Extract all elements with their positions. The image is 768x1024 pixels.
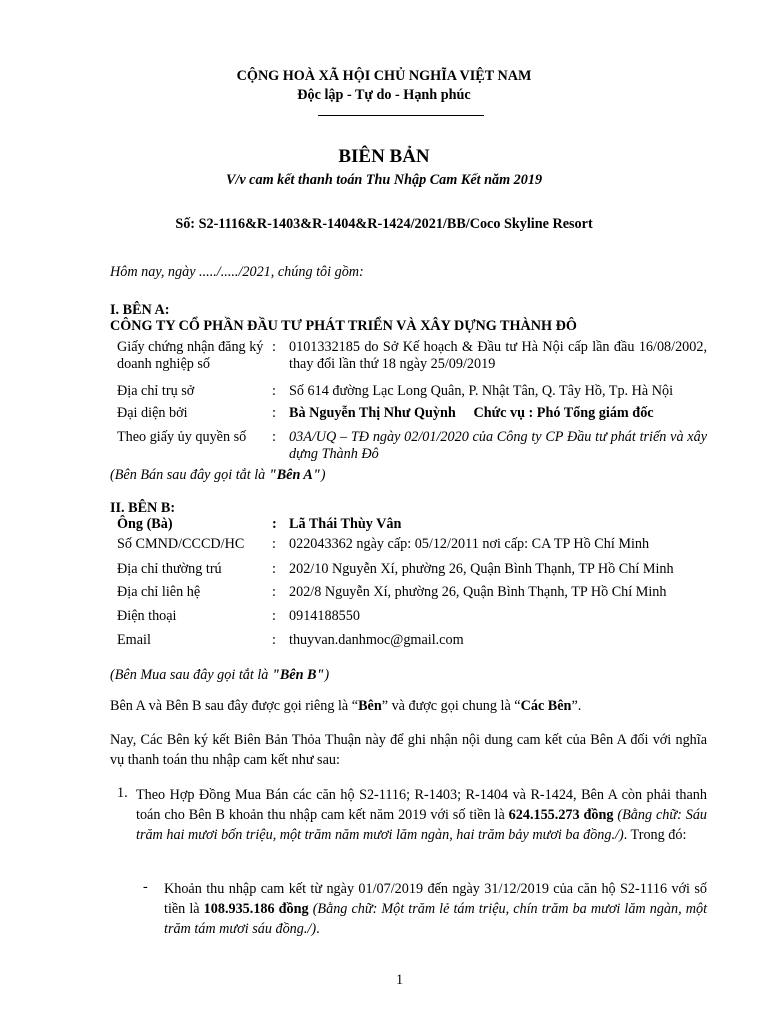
party-b-name-value: Lã Thái Thùy Vân xyxy=(289,516,402,532)
party-b-contact-address-label: Địa chỉ liên hệ xyxy=(117,584,201,600)
party-a-reg-value: 0101332185 do Sở Kế hoạch & Đầu tư Hà Nội cấp lần đầu 16/08/2002, thay đổi lần thứ 18 ngày 25/09/2019 xyxy=(289,339,707,372)
party-a-rep-value: Bà Nguyễn Thị Như Quỳnh Chức vụ : Phó Tổng giám đốc xyxy=(289,405,654,421)
agreement-paragraph: Nay, Các Bên ký kết Biên Bản Thỏa Thuận này để ghi nhận nội dung cam kết của Bên A đối với nghĩa vụ thanh toán thu nhập cam kết như sau: xyxy=(110,732,707,768)
party-a-heading: I. BÊN A: xyxy=(110,302,170,318)
colon: : xyxy=(272,584,276,600)
party-b-email-label: Email xyxy=(117,632,151,648)
party-a-reg-label: Giấy chứng nhận đăng ký doanh nghiệp số xyxy=(117,339,264,372)
party-b-heading: II. BÊN B: xyxy=(110,500,176,516)
party-b-permanent-address-label: Địa chỉ thường trú xyxy=(117,561,222,577)
header-divider xyxy=(318,115,484,116)
party-a-address-value: Số 614 đường Lạc Long Quân, P. Nhật Tân, Q. Tây Hồ, Tp. Hà Nội xyxy=(289,383,674,399)
colon: : xyxy=(272,536,276,552)
party-a-auth-value: 03A/UQ – TĐ ngày 02/01/2020 của Công ty CP Đầu tư phát triển và xây dựng Thành Đô xyxy=(289,429,707,462)
colon: : xyxy=(272,608,276,624)
document-number: Số: S2-1116&R-1403&R-1404&R-1424/2021/BB/Coco Skyline Resort xyxy=(175,216,593,232)
item-1-text: Theo Hợp Đồng Mua Bán các căn hộ S2-1116; R-1403; R-1404 và R-1424, Bên A còn phải thanh toán cho Bên B khoản thu nhập cam kết năm 2019 với số tiền là 624.155.273 đồng (Bằng chữ: Sáu trăm hai mươi bốn triệu, một trăm năm mươi lăm ngàn, hai trăm bảy mươi ba đồng./). Trong đó: xyxy=(136,787,708,843)
definitions-paragraph: Bên A và Bên B sau đây được gọi riêng là “Bên” và được gọi chung là “Các Bên”. xyxy=(110,698,582,714)
party-b-phone-value: 0914188550 xyxy=(289,608,360,624)
party-b-email-value: thuyvan.danhmoc@gmail.com xyxy=(289,632,464,648)
item-1-number: 1. xyxy=(117,785,128,801)
party-a-auth-label: Theo giấy ủy quyền số xyxy=(117,429,247,445)
document-subtitle: V/v cam kết thanh toán Thu Nhập Cam Kết năm 2019 xyxy=(225,172,543,188)
party-b-phone-label: Điện thoại xyxy=(117,608,177,624)
party-a-company: CÔNG TY CỔ PHẦN ĐẦU TƯ PHÁT TRIỂN VÀ XÂY DỰNG THÀNH ĐÔ xyxy=(110,318,577,334)
colon: : xyxy=(272,516,277,532)
country-name: CỘNG HOÀ XÃ HỘI CHỦ NGHĨA VIỆT NAM xyxy=(236,68,532,84)
colon: : xyxy=(272,383,276,399)
party-b-id-label: Số CMND/CCCD/HC xyxy=(117,536,245,552)
sub-item-1-text: Khoản thu nhập cam kết từ ngày 01/07/2019 đến ngày 31/12/2019 của căn hộ S2-1116 với số tiền là 108.935.186 đồng (Bằng chữ: Một trăm lẻ tám triệu, chín trăm ba mươi lăm ngàn, một trăm tám mươi sáu đồng./). xyxy=(164,881,708,937)
party-b-alias: (Bên Mua sau đây gọi tắt là "Bên B") xyxy=(110,667,330,683)
party-b-contact-address-value: 202/8 Nguyễn Xí, phường 26, Quận Bình Thạnh, TP Hồ Chí Minh xyxy=(289,584,667,600)
party-a-rep-label: Đại diện bởi xyxy=(117,405,188,421)
document-title: BIÊN BẢN xyxy=(338,146,430,167)
colon: : xyxy=(272,405,276,421)
party-b-name-label: Ông (Bà) xyxy=(117,516,173,532)
party-a-address-label: Địa chỉ trụ sở xyxy=(117,383,195,399)
party-b-id-value: 022043362 ngày cấp: 05/12/2011 nơi cấp: CA TP Hồ Chí Minh xyxy=(289,536,650,552)
colon: : xyxy=(272,429,276,445)
national-motto: Độc lập - Tự do - Hạnh phúc xyxy=(297,87,471,103)
colon: : xyxy=(272,632,276,648)
party-b-permanent-address-value: 202/10 Nguyễn Xí, phường 26, Quận Bình Thạnh, TP Hồ Chí Minh xyxy=(289,561,674,577)
intro-line: Hôm nay, ngày ...../...../2021, chúng tôi gồm: xyxy=(110,264,364,280)
page-number: 1 xyxy=(396,972,404,988)
colon: : xyxy=(272,561,276,577)
colon: : xyxy=(272,339,276,355)
sub-item-dash: - xyxy=(143,879,148,895)
party-a-alias: (Bên Bán sau đây gọi tắt là "Bên A") xyxy=(110,467,326,483)
